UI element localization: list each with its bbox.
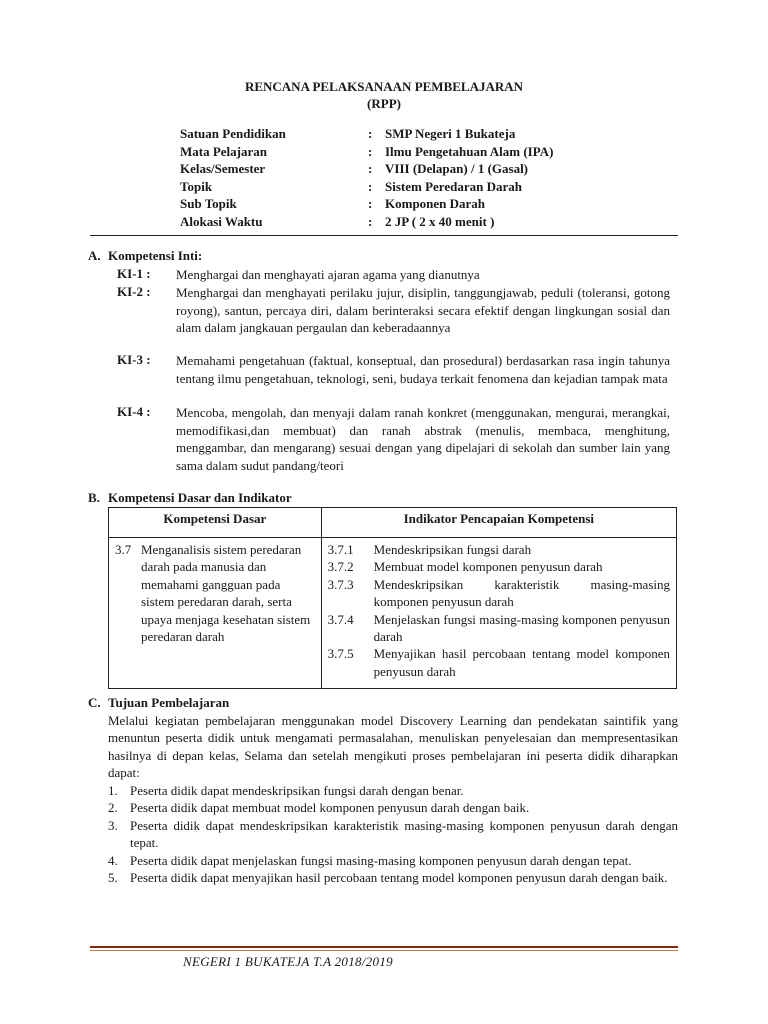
identity-value: Ilmu Pengetahuan Alam (IPA) <box>385 143 554 159</box>
competency-table <box>108 507 677 689</box>
indicator-text: Menjelaskan fungsi masing-masing komponen penyusun darah <box>373 611 670 645</box>
column-header-indikator: Indikator Pencapaian Kompetensi <box>321 508 676 538</box>
ki-2-text: Menghargai dan menghayati perilaku jujur, disiplin, tanggungjawab, peduli (toleransi, gotong royong), santun, percaya diri, dalam berinteraksi secara efektif dengan lingkungan sosial dan alam dalam jangkauan pergaulan dan keberadaannya <box>176 285 670 336</box>
indicator-item <box>328 541 670 558</box>
ki-2-label: KI-2 : <box>117 284 151 299</box>
identity-label: Mata Pelajaran <box>180 143 268 159</box>
identity-value: Sistem Peredaran Darah <box>385 178 522 194</box>
footer-rule-light <box>90 950 678 951</box>
list-item-text: Peserta didik dapat mendeskripsikan karakteristik masing-masing komponen penyusun darah dengan tepat. <box>130 817 678 851</box>
indicator-item <box>328 645 670 680</box>
section-title: Kompetensi Inti: <box>108 248 203 263</box>
footer-rule-dark <box>90 946 678 948</box>
indicator-text: Membuat model komponen penyusun darah <box>373 559 603 575</box>
ki-1-label: KI-1 : <box>117 266 151 281</box>
indicator-text: Mendeskripsikan fungsi darah <box>373 542 532 557</box>
document-title: RENCANA PELAKSANAAN PEMBELAJARAN <box>244 79 524 94</box>
table-row <box>109 538 677 689</box>
list-item-number: 1. <box>108 783 118 798</box>
section-letter: B. <box>88 490 100 505</box>
list-item <box>108 799 678 816</box>
indicator-number: 3.7.1 <box>327 542 354 557</box>
footer-text: NEGERI 1 BUKATEJA T.A 2018/2019 <box>183 954 393 969</box>
section-title: Tujuan Pembelajaran <box>108 695 230 710</box>
ki-1-text: Menghargai dan menghayati ajaran agama yang dianutnya <box>176 267 480 282</box>
indicator-item <box>328 611 670 646</box>
list-item-text: Peserta didik dapat menyajikan hasil percobaan tentang model komponen penyusun darah dengan baik. <box>130 870 668 886</box>
identity-colon: : <box>368 213 373 229</box>
ki-3-label: KI-3 : <box>117 352 151 367</box>
ki-3-text: Memahami pengetahuan (faktual, konseptual, dan prosedural) berdasarkan rasa ingin tahunya tentang ilmu pengetahuan, teknologi, seni, budaya terkait fenomena dan kejadian tampak mata <box>176 353 670 386</box>
indicator-item <box>328 576 670 611</box>
list-item-text: Peserta didik dapat mendeskripsikan fungsi darah dengan benar. <box>130 783 464 798</box>
identity-colon: : <box>368 161 373 176</box>
table-header-row <box>109 508 677 538</box>
list-item-number: 2. <box>108 800 118 816</box>
identity-colon: : <box>368 196 373 211</box>
identity-label: Satuan Pendidikan <box>180 126 286 141</box>
identity-label: Topik <box>180 178 213 194</box>
list-item <box>108 869 678 886</box>
kd-cell <box>109 538 322 689</box>
indicator-number: 3.7.5 <box>327 646 354 662</box>
indicator-text: Menyajikan hasil percobaan tentang model komponen penyusun darah <box>373 646 670 679</box>
ki-4-text: Mencoba, mengolah, dan menyaji dalam ranah konkret (menggunakan, mengurai, merangkai, memodifikasi,dan membuat) dan ranah abstrak (menulis, membaca, menghitung, menggambar, dan mengarang) sesuai dengan yang dipelajari di sekolah dan sumber lain yang sama dalam sudut pandang/teori <box>176 405 670 473</box>
indicator-number: 3.7.2 <box>327 559 354 575</box>
ki-4-label: KI-4 : <box>117 404 151 419</box>
section-letter: A. <box>88 248 101 263</box>
list-item <box>108 852 678 869</box>
indicator-item <box>328 558 670 575</box>
indicator-number: 3.7.4 <box>327 611 354 627</box>
objectives-intro: Melalui kegiatan pembelajaran menggunakan model Discovery Learning dan pendekatan saintifik yang menuntun peserta didik untuk mengamati permasalahan, menuliskan penyelesaian dan mempresentasikan hasilnya di depan kelas, Selama dan setelah mengikuti proses pembelajaran ini peserta didik diharapkan dapat: <box>108 713 678 781</box>
list-item <box>108 782 678 799</box>
header-divider <box>90 235 678 236</box>
identity-label: Sub Topik <box>180 196 237 211</box>
list-item-text: Peserta didik dapat membuat model komponen penyusun darah dengan baik. <box>130 800 530 816</box>
identity-label: Kelas/Semester <box>180 161 266 176</box>
section-letter: C. <box>88 695 101 710</box>
kd-text: Menganalisis sistem peredaran darah pada manusia dan memahami gangguan pada sistem peredaran darah, serta upaya menjaga kesehatan sistem peredaran darah <box>141 542 311 645</box>
list-item-text: Peserta didik dapat menjelaskan fungsi masing-masing komponen penyusun darah dengan tepat. <box>130 852 632 868</box>
objectives-list <box>108 782 678 886</box>
identity-value: VIII (Delapan) / 1 (Gasal) <box>385 161 529 176</box>
identity-value: Komponen Darah <box>385 196 486 211</box>
list-item-number: 4. <box>108 852 118 868</box>
list-item <box>108 817 678 852</box>
indicator-cell <box>321 538 676 689</box>
identity-colon: : <box>368 126 373 141</box>
identity-value: SMP Negeri 1 Bukateja <box>385 126 516 141</box>
document-subtitle: (RPP) <box>367 96 401 111</box>
identity-label: Alokasi Waktu <box>180 213 263 229</box>
indicator-text: Mendeskripsikan karakteristik masing-masing komponen penyusun darah <box>373 576 670 610</box>
kd-number: 3.7 <box>115 542 132 557</box>
identity-value: 2 JP ( 2 x 40 menit ) <box>385 213 495 229</box>
column-header-kompetensi-dasar: Kompetensi Dasar <box>109 508 322 538</box>
list-item-number: 3. <box>108 817 118 833</box>
list-item-number: 5. <box>108 870 118 886</box>
identity-colon: : <box>368 143 373 159</box>
indicator-number: 3.7.3 <box>327 576 354 592</box>
section-title: Kompetensi Dasar dan Indikator <box>108 490 292 505</box>
identity-colon: : <box>368 178 373 194</box>
